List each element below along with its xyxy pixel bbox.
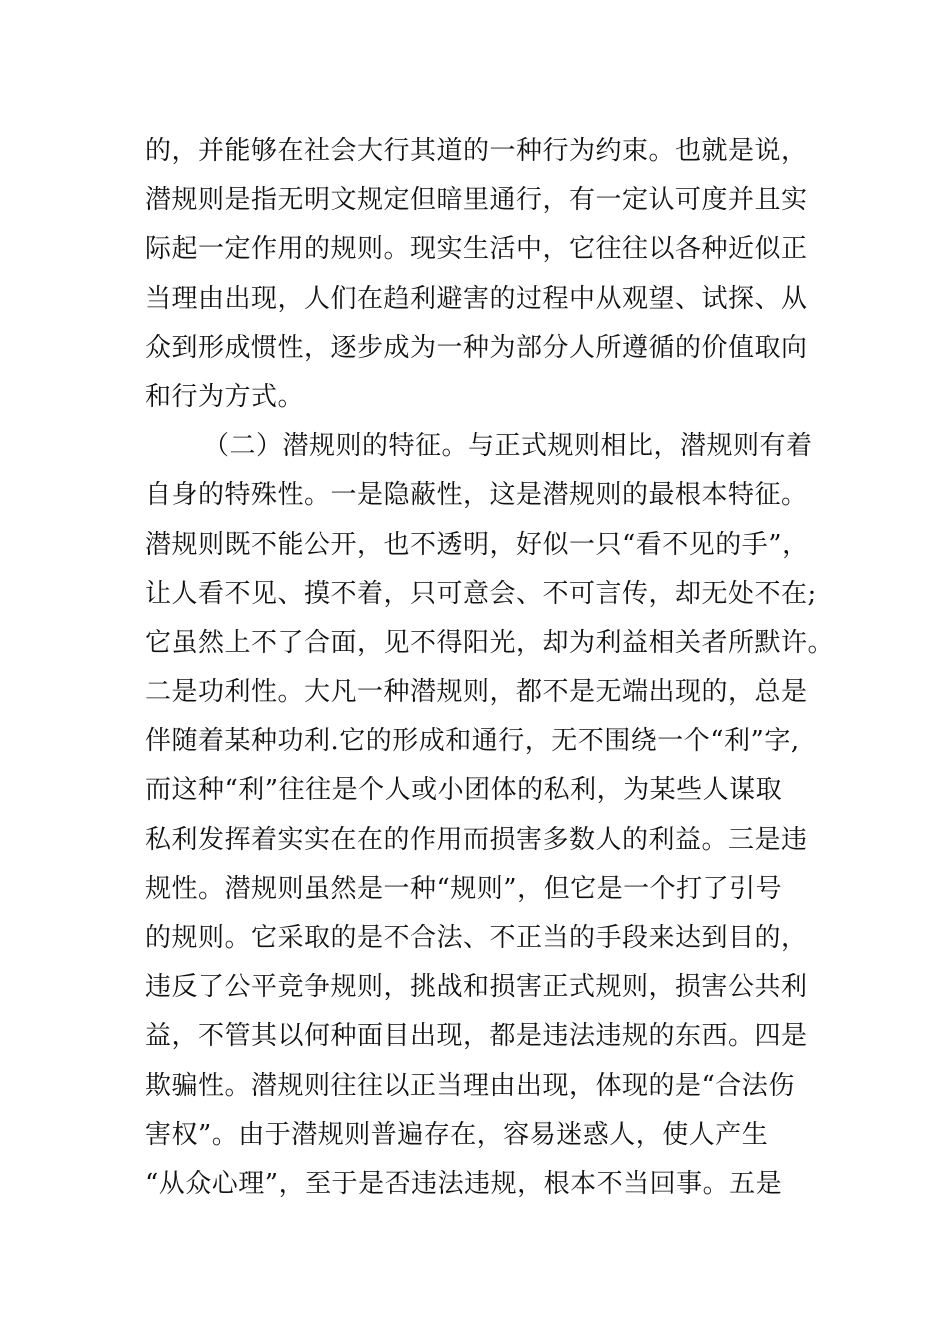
text-line: 际起一定作用的规则。现实生活中，它往往以各种近似正 — [145, 234, 808, 265]
text-line: 益，不管其以何种面目出现，都是违法违规的东西。四是 — [145, 1021, 808, 1052]
section-heading-line: （二）潜规则的特征。与正式规则相比，潜规则有着 — [203, 431, 813, 462]
body-text — [145, 127, 835, 1209]
text-line: 众到形成惯性，逐步成为一种为部分人所遵循的价值取向 — [145, 332, 808, 363]
text-line: 而这种“利”往往是个人或小团体的私利，为某些人谋取 — [145, 775, 783, 806]
text-line: 让人看不见、摸不着，只可意会、不可言传，却无处不在; — [145, 578, 817, 609]
text-line: 当理由出现，人们在趋利避害的过程中从观望、试探、从 — [145, 283, 808, 314]
text-line: 规性。潜规则虽然是一种“规则”，但它是一个打了引号 — [145, 873, 783, 904]
text-line: 的，并能够在社会大行其道的一种行为约束。也就是说， — [145, 136, 808, 166]
text-line: 害权”。由于潜规则普遍存在，容易迷惑人，使人产生 — [145, 1119, 769, 1150]
text-line: 潜规则既不能公开，也不透明，好似一只“看不见的手”， — [145, 529, 809, 560]
text-line: 欺骗性。潜规则往往以正当理由出现，体现的是“合法伤 — [145, 1070, 795, 1101]
text-line: 它虽然上不了合面，见不得阳光，却为利益相关者所默许。 — [145, 627, 835, 658]
text-line: 二是功利性。大凡一种潜规则，都不是无端出现的，总是 — [145, 677, 808, 708]
text-line: “从众心理”，至于是否违法违规，根本不当回事。五是 — [145, 1168, 783, 1199]
text-line: 和行为方式。 — [145, 381, 305, 412]
text-line: 潜规则是指无明文规定但暗里通行，有一定认可度并且实 — [145, 185, 808, 216]
text-line: 伴随着某种功利.它的形成和通行，无不围绕一个“利”字, — [145, 726, 800, 757]
text-line: 的规则。它采取的是不合法、不正当的手段来达到目的， — [145, 923, 808, 953]
text-line: 违反了公平竞争规则，挑战和损害正式规则，损害公共利 — [145, 972, 808, 1003]
text-line: 私利发挥着实实在在的作用而损害多数人的利益。三是违 — [145, 824, 808, 855]
text-line: 自身的特殊性。一是隐蔽性，这是潜规则的最根本特征。 — [145, 480, 808, 511]
